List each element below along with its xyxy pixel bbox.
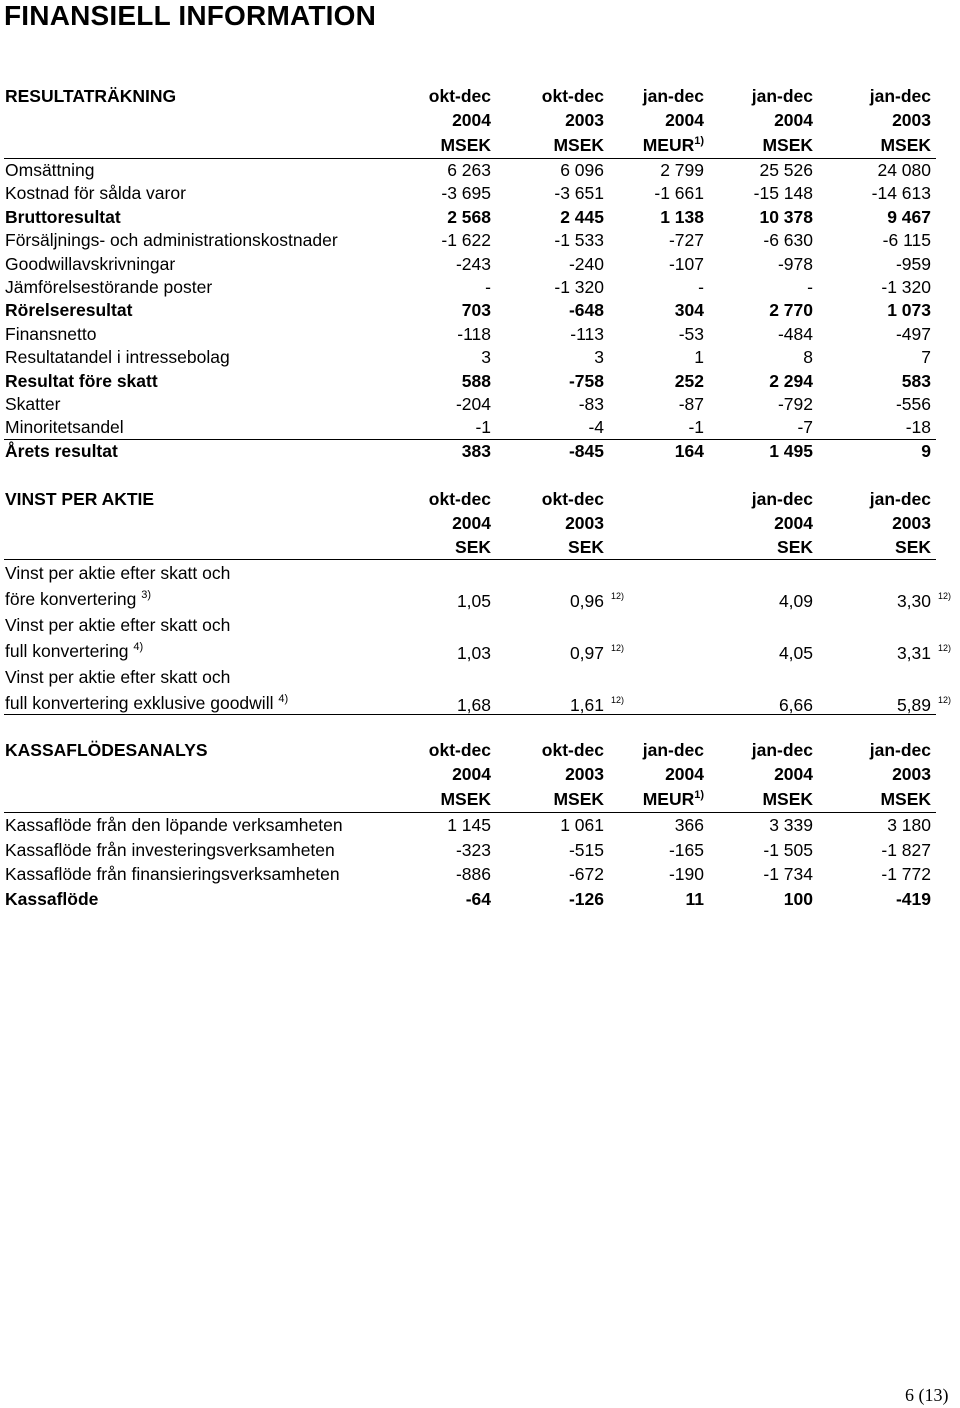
column-header: jan-dec	[751, 489, 813, 509]
cell-value: -672	[568, 864, 604, 884]
cell-value: -1 661	[654, 183, 704, 204]
income-header-row-1	[0, 86, 960, 110]
cell-value: 2 770	[769, 300, 813, 321]
cell-value: -1 827	[881, 839, 931, 860]
cell-value: -3 695	[441, 183, 491, 204]
column-header: MSEK	[762, 789, 813, 809]
cell-value: -6 115	[882, 230, 931, 251]
cell-value: 1,03	[456, 643, 491, 663]
cell-value: 1,61	[569, 695, 604, 715]
cell-value: -323	[455, 839, 491, 860]
footnote-marker: 1)	[694, 135, 704, 147]
cell-value: -648	[568, 300, 604, 321]
row-label: Årets resultat	[5, 440, 118, 461]
row-label: Omsättning	[5, 160, 95, 180]
cell-value: 8	[803, 347, 813, 368]
cell-value: -118	[457, 323, 491, 344]
column-header: 2003	[565, 110, 604, 130]
cell-value: -484	[777, 323, 813, 344]
cell-value: 6,66	[778, 695, 813, 715]
cell-value: -1 533	[554, 230, 604, 251]
cell-value: -165	[668, 839, 704, 860]
cell-value: -1 622	[441, 230, 491, 251]
cell-value: -1 772	[881, 864, 931, 884]
eps-item-line2	[0, 589, 960, 613]
table-row	[0, 864, 960, 888]
cell-value: 25 526	[759, 160, 813, 180]
cell-value: -1 320	[881, 277, 931, 297]
divider	[4, 439, 936, 440]
row-label	[5, 589, 151, 610]
column-header: MSEK	[880, 135, 931, 155]
cell-value: 9 467	[887, 206, 931, 227]
cell-value: 1 145	[447, 815, 491, 835]
cell-value: -53	[678, 323, 704, 344]
cell-value: -113	[570, 323, 604, 344]
cell-value: -18	[905, 417, 931, 438]
cell-value: 5,89	[896, 695, 931, 715]
table-row	[0, 347, 960, 371]
column-header: jan-dec	[751, 86, 813, 106]
income-heading: RESULTATRÄKNING	[5, 86, 177, 106]
cell-value: -792	[777, 394, 813, 414]
column-header: okt-dec	[541, 86, 604, 106]
footnote-marker: 12)	[938, 643, 952, 653]
column-header: SEK	[455, 537, 491, 557]
row-label: Bruttoresultat	[5, 206, 121, 227]
eps-item-line1	[0, 667, 960, 691]
cell-value: -1	[475, 417, 491, 438]
cell-value: -190	[668, 864, 704, 884]
column-header: MEUR$^{1)}$	[642, 789, 704, 809]
table-row	[0, 371, 960, 395]
cell-value: -14 613	[871, 183, 931, 204]
cell-value: -1 734	[763, 864, 813, 884]
cell-value: -419	[895, 888, 931, 909]
cell-value: -87	[678, 394, 704, 414]
cell-value: 11	[685, 888, 704, 909]
cell-value: 6 096	[560, 160, 604, 180]
cell-value: -758	[568, 370, 604, 391]
table-row	[0, 277, 960, 301]
cell-value: 1	[694, 347, 704, 368]
column-header: jan-dec	[642, 740, 704, 760]
cell-value: 1 061	[560, 815, 604, 835]
cell-value: 100	[783, 888, 813, 909]
cell-value: 3,31	[896, 643, 931, 663]
cashflow-header-row-1	[0, 740, 960, 764]
cell-value: -240	[568, 253, 604, 274]
row-label-text: full konvertering exklusive goodwill	[5, 693, 274, 713]
table-row	[0, 394, 960, 418]
table-row	[0, 815, 960, 839]
footnote-marker: 3)	[141, 589, 151, 601]
page-title: FINANSIELL INFORMATION	[4, 0, 377, 31]
cell-value: 366	[674, 815, 704, 835]
cell-value: 703	[461, 300, 491, 321]
row-label: Vinst per aktie efter skatt och	[5, 563, 231, 583]
cell-value: 2 445	[560, 206, 604, 227]
cell-value: -3 651	[554, 183, 604, 204]
column-header: MSEK	[440, 789, 491, 809]
eps-item-line1	[0, 563, 960, 587]
cell-value: 383	[461, 440, 491, 461]
footnote-marker: 12)	[938, 591, 952, 601]
column-header: jan-dec	[751, 740, 813, 760]
column-header: 2003	[892, 110, 931, 130]
cell-value: 4,05	[778, 643, 813, 663]
cell-value: -204	[455, 394, 491, 414]
cell-value: 3,30	[896, 591, 931, 611]
eps-item-line2	[0, 641, 960, 665]
column-header: okt-dec	[541, 489, 604, 509]
column-header: 2004	[452, 110, 491, 130]
cashflow-header-row-2	[0, 764, 960, 788]
cell-value: 9	[921, 440, 931, 461]
cell-value: -978	[777, 253, 813, 274]
row-label: Jämförelsestörande poster	[5, 277, 213, 297]
column-header: SEK	[568, 537, 604, 557]
cell-value: 3	[594, 347, 604, 368]
cell-value: 7	[921, 347, 931, 368]
cell-value: 1,05	[456, 591, 491, 611]
cell-value: 3 339	[769, 815, 813, 835]
row-label: Goodwillavskrivningar	[5, 253, 176, 274]
column-header: MSEK	[880, 789, 931, 809]
cell-value: -4	[588, 417, 604, 438]
cell-value: -1 320	[554, 277, 604, 297]
cell-value: 2 799	[660, 160, 704, 180]
cell-value: -497	[895, 323, 931, 344]
column-header: MSEK	[440, 135, 491, 155]
cell-value: -83	[578, 394, 604, 414]
cell-value: 3 180	[887, 815, 931, 835]
row-label	[5, 693, 288, 714]
column-header: 2003	[565, 764, 604, 784]
cell-value: 6 263	[447, 160, 491, 180]
column-header: okt-dec	[428, 86, 491, 106]
cell-value: -886	[455, 864, 491, 884]
cell-value: -1	[688, 417, 704, 438]
row-label: Kassaflöde	[5, 888, 99, 909]
row-label: Minoritetsandel	[5, 417, 124, 438]
table-row	[0, 254, 960, 278]
cashflow-header-row-3	[0, 789, 960, 813]
page-number: 6 (13)	[905, 1385, 949, 1405]
column-header: 2003	[892, 764, 931, 784]
cell-value: 1 138	[660, 206, 704, 227]
cell-value: -845	[568, 440, 604, 461]
cell-value: 583	[901, 370, 931, 391]
column-header: jan-dec	[642, 86, 704, 106]
row-label: Kostnad för sålda varor	[5, 183, 186, 204]
cell-value: 3	[481, 347, 491, 368]
row-label: Rörelseresultat	[5, 300, 133, 321]
income-header-row-3	[0, 135, 960, 159]
table-row	[0, 840, 960, 864]
column-header: okt-dec	[428, 489, 491, 509]
cell-value: -126	[568, 888, 604, 909]
divider	[4, 158, 936, 159]
cell-value: -107	[668, 253, 704, 274]
income-header-row-2	[0, 110, 960, 134]
column-header: 2003	[892, 513, 931, 533]
cell-value: 164	[674, 440, 704, 461]
cell-value: 304	[674, 300, 704, 321]
table-row	[0, 207, 960, 231]
eps-header-row-2	[0, 513, 960, 537]
row-label: Kassaflöde från den löpande verksamheten	[5, 815, 343, 835]
column-header: 2004	[774, 764, 813, 784]
table-row	[0, 300, 960, 324]
eps-item-line1	[0, 615, 960, 639]
row-label: Finansnetto	[5, 323, 97, 344]
cell-value: 0,97	[569, 643, 604, 663]
column-header: jan-dec	[869, 489, 931, 509]
eps-heading: VINST PER AKTIE	[5, 489, 155, 509]
cell-value: 0,96	[569, 591, 604, 611]
column-header: 2003	[565, 513, 604, 533]
footnote-marker: 4)	[278, 693, 289, 705]
table-row	[0, 889, 960, 913]
row-label: Kassaflöde från finansieringsverksamheten	[5, 864, 340, 884]
footnote-marker: 12)	[611, 695, 625, 705]
column-header: 2004	[665, 764, 704, 784]
column-header: MSEK	[762, 135, 813, 155]
cell-value: 2 294	[769, 370, 813, 391]
cell-value: 1 073	[887, 300, 931, 321]
row-label-text: före konvertering	[5, 589, 137, 609]
column-header: okt-dec	[541, 740, 604, 760]
column-header: MSEK	[553, 135, 604, 155]
cell-value: -	[698, 277, 704, 297]
cell-value: 24 080	[877, 160, 931, 180]
table-row	[0, 417, 960, 441]
cell-value: 252	[674, 370, 704, 391]
table-row	[0, 230, 960, 254]
row-label: Resultatandel i intressebolag	[5, 347, 230, 368]
cell-value: 1,68	[456, 695, 491, 715]
table-row	[0, 324, 960, 348]
column-header: jan-dec	[869, 86, 931, 106]
row-label: Vinst per aktie efter skatt och	[5, 615, 231, 635]
column-header: jan-dec	[869, 740, 931, 760]
table-row	[0, 160, 960, 184]
column-header: 2004	[774, 513, 813, 533]
cell-value: -556	[895, 394, 931, 414]
row-label: Skatter	[5, 394, 61, 414]
divider	[4, 559, 936, 560]
cell-value: -727	[668, 230, 704, 251]
column-header: 2004	[774, 110, 813, 130]
row-label: Resultat före skatt	[5, 370, 158, 391]
cell-value: -6 630	[763, 230, 813, 251]
cell-value: -64	[465, 888, 491, 909]
row-label	[5, 641, 143, 662]
column-header: MSEK	[553, 789, 604, 809]
row-label-text: full konvertering	[5, 641, 129, 661]
footnote-marker: 12)	[611, 591, 625, 601]
footnote-marker: 4)	[133, 641, 144, 653]
cell-value: 4,09	[778, 591, 813, 611]
cell-value: 2 568	[447, 206, 491, 227]
divider	[4, 812, 936, 813]
column-header: SEK	[777, 537, 813, 557]
footnote-marker: 12)	[938, 695, 952, 705]
table-row	[0, 441, 960, 465]
column-header: okt-dec	[428, 740, 491, 760]
cashflow-heading: KASSAFLÖDESANALYS	[5, 740, 208, 760]
cell-value: -243	[455, 253, 491, 274]
cell-value: -959	[895, 253, 931, 274]
cell-value: -	[807, 277, 813, 297]
column-header: SEK	[895, 537, 931, 557]
cell-value: 588	[461, 370, 491, 391]
column-header: 2004	[665, 110, 704, 130]
divider	[4, 714, 936, 715]
cell-value: 1 495	[769, 440, 813, 461]
footnote-marker: 1)	[694, 789, 704, 801]
cell-value: -1 505	[763, 839, 813, 860]
cell-value: -515	[568, 839, 604, 860]
column-header: 2004	[452, 513, 491, 533]
cell-value: -15 148	[753, 183, 813, 204]
column-header: 2004	[452, 764, 491, 784]
row-label: Vinst per aktie efter skatt och	[5, 667, 231, 687]
column-header: MEUR$^{1)}$	[642, 135, 704, 155]
cell-value: -	[485, 277, 491, 297]
row-label: Kassaflöde från investeringsverksamheten	[5, 839, 335, 860]
footnote-marker: 12)	[611, 643, 625, 653]
cell-value: -7	[797, 417, 813, 438]
eps-header-row-3	[0, 537, 960, 561]
table-row	[0, 183, 960, 207]
cell-value: 10 378	[759, 206, 813, 227]
row-label: Försäljnings- och administrationskostnader	[5, 230, 338, 251]
eps-header-row-1	[0, 489, 960, 513]
